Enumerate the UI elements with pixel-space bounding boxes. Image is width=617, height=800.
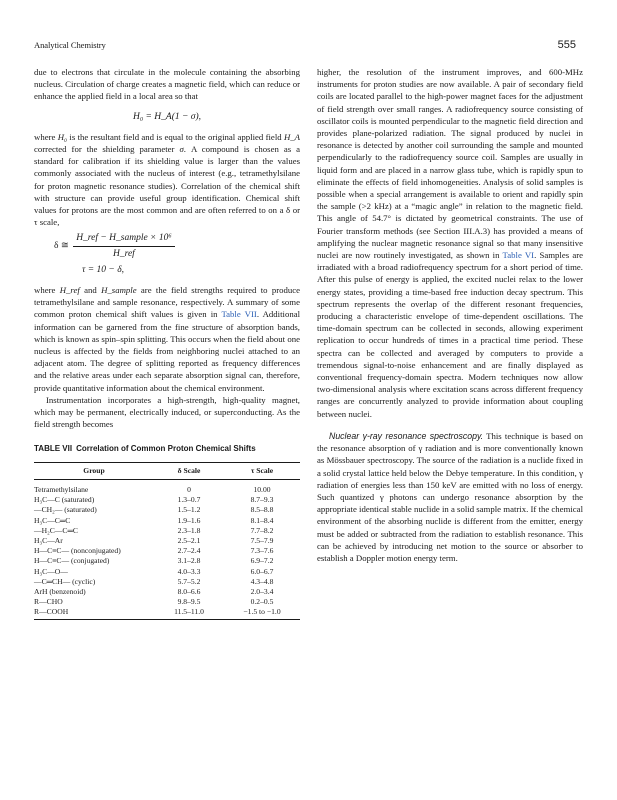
paragraph-instrumentation: Instrumentation incorporates a high-strength, high-quality magnet, which may be permanent, electrically induced, or superconducting. As the field strength becomes bbox=[34, 394, 300, 430]
table-row: Tetramethylsilane 0 10.00 bbox=[34, 484, 271, 494]
equation-delta: δ ≅ $\frac{\text{H\_ref − H\_sample × 10⁶}}{\text{H\_ref}}$ bbox=[54, 232, 300, 259]
table-row: H₃C—Ar 2.5–2.1 7.5–7.9 bbox=[34, 535, 274, 545]
table-row: ArH (benzenoid) 8.0–6.6 2.0–3.4 bbox=[34, 586, 274, 596]
delta-numerator: H_ref − H_sample × 10⁶ bbox=[73, 232, 174, 246]
left-column bbox=[34, 66, 300, 620]
header-group: Group bbox=[34, 462, 154, 479]
paragraph-where-href: where H_ref and H_sample are the field strengths required to produce tetramethylsilane and sample resonance, respectively. A summary of some common proton chemical shift values is given in Table VII. Additional information can be garnered from the fine structure of absorption bands, which is known as spin–spin splitting. This occurs when the field about one nucleus is affected by the fields from neighboring nuclei attached to an adjacent atom. The degree of splitting reported as frequency differences and the relative areas under each separate absorption signal can, therefore, provide quantitative information about the chemical environment. bbox=[34, 285, 301, 393]
journal-title: Analytical Chemistry bbox=[34, 40, 106, 50]
table-row: —CH₂— (saturated) 1.5–1.2 8.5–8.8 bbox=[34, 505, 274, 515]
page-number: 555 bbox=[557, 39, 576, 51]
table-row: H—C≡C— (conjugated) 3.1–2.8 6.9–7.2 bbox=[34, 556, 274, 566]
paragraph-where-h0: where H₀ is the resultant field and is equal to the original applied field H_A corrected for the shielding parameter σ. A compound is chosen as a standard for calibration if its shielding value is larger than the values commonly associated with the nucleus of interest (e.g., tetramethylsilane for proton magnetic resonance studies). Correlation of the chemical shift with structure can provide useful group identification. Chemical shift values for protons are the most common and are often referred to on a δ or τ scale, bbox=[34, 131, 301, 228]
table-row: R—COOH 11.5–11.0 −1.5 to −1.0 bbox=[34, 607, 300, 619]
right-column bbox=[317, 66, 583, 564]
equation-shielding: H₀ = H_A(1 − σ), bbox=[132, 111, 202, 122]
paragraph-intro: due to electrons that circulate in the molecule containing the absorbing nucleus. Circulation of charge creates a magnetic field, which can reduce or enhance the applied field in a local area so that bbox=[34, 67, 300, 102]
table-row: H₃C—O— 4.0–3.3 6.0–6.7 bbox=[34, 566, 274, 576]
equation-tau: τ = 10 − δ, bbox=[82, 264, 125, 275]
table-row: —H₂C—C═C 2.3–1.8 7.7–8.2 bbox=[34, 525, 274, 535]
header-tau: τ Scale bbox=[224, 462, 300, 479]
table-vi-link[interactable]: Table VI bbox=[502, 250, 535, 261]
table-header-row bbox=[34, 462, 300, 479]
delta-fraction bbox=[73, 232, 174, 259]
delta-denominator: H_ref bbox=[113, 248, 135, 259]
paragraph-nmr-instrument: higher, the resolution of the instrument improves, and 600-MHz instruments for proton studies are now available. A pair of secondary field coils are located parallel to the high-power magnet faces for the adjustment of field strength over small ranges. A radiofrequency source consisting of oscillator coils is mounted perpendicular to the magnetic field direction and provides plane-polarized radiation. The signal produced by nuclei in resonance is detected by another coil surrounding the sample and mounted perpendicularly to the radiofrequency source coil. Samples are usually in liquid form and are placed in a narrow glass tube, which is rapidly spun to eliminate the effects of field inhomogeneities. Analysis of solid samples is possible when a special arrangement is available to orient and rapidly spin the sample (>2 kHz) at a “magic angle” in relation to the magnetic field. This angle of 54.7° is dictated by geometrical constraints. The use of Fourier transform methods (see Section III.A.3) has provided a means of amplifying the nuclear magnetic resonance signal so that many insensitive nuclei are now routinely investigated, as shown in Table VI. Samples are irradiated with a broad radiofrequency spectrum for a short period of time. After this pulse of energy is applied, the excited nuclei relax to the lower energy states, providing a time-based free induction decay spectrum. This spectrum represents the overlap of the different resonant frequencies, producing a characteristic envelope of time-dependent oscillations. The time-domain spectrum can be collected in seconds, allowing experiment replication to occur hundreds of times in a practical time period. These spectra can be collected and averaged by computers to provide a tremendous signal-to-noise enhancement and are finally displayed as conventional frequency-domain spectra. Modern techniques now allow two-dimensional analysis where excitation scans across different frequency ranges are concurrently analyzed to provide information about coupling between nuclei. bbox=[317, 67, 583, 419]
paragraph-mossbauer: Nuclear γ-ray resonance spectroscopy. This technique is based on the resonance absorption of γ radiation and is more conventionally known as Mössbauer spectroscopy. The source of the radiation is a nuclide fixed in a solid crystal lattice held below the Debye temperature. In this condition, γ radiation of energies less than 150 keV are emitted with no loss of energy. Such quantized γ photons can undergo resonance absorption by the appropriate identical stable nuclide in a solid sample matrix. If the chemical environment of the absorbing nuclide is different from the emitter, energy must be added or subtracted from the radiation to establish resonance. This can be achieved by introducing net motion to the source or absorber to establish a Doppler motion energy term. bbox=[317, 430, 584, 563]
table-row: —C═CH— (cyclic) 5.7–5.2 4.3–4.8 bbox=[34, 576, 274, 586]
table-row: H₃C—C (saturated) 1.3–0.7 8.7–9.3 bbox=[34, 495, 274, 505]
table-vii-link[interactable]: Table VII bbox=[221, 309, 257, 320]
table-title: TABLE VII Correlation of Common Proton Chemical Shifts bbox=[34, 444, 256, 454]
header-delta: δ Scale bbox=[154, 462, 224, 479]
chemical-shift-table bbox=[34, 462, 300, 620]
table-row: H₃C—C═C 1.9–1.6 8.1–8.4 bbox=[34, 515, 274, 525]
section-heading: Nuclear γ-ray resonance spectroscopy. bbox=[329, 430, 484, 441]
table-row: R—CHO 9.8–9.5 0.2–0.5 bbox=[34, 597, 274, 607]
table-row: H—C≡C— (nonconjugated) 2.7–2.4 7.3–7.6 bbox=[34, 546, 274, 556]
